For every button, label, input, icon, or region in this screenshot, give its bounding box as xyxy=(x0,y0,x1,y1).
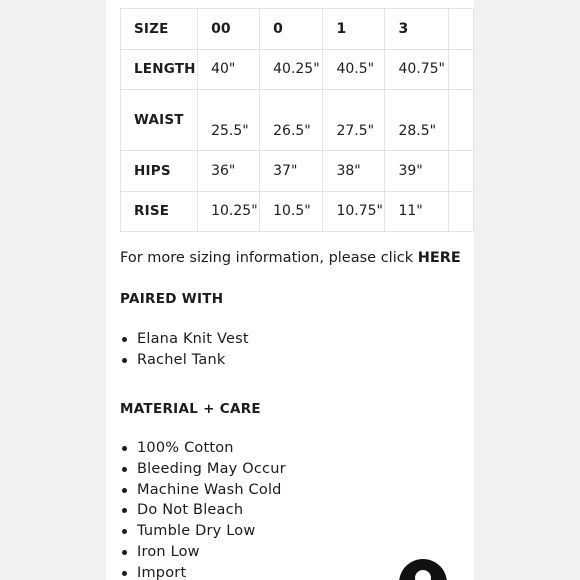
list-item: Machine Wash Cold xyxy=(122,480,286,501)
list-item: Do Not Bleach xyxy=(122,500,286,521)
list-item[interactable]: Rachel Tank xyxy=(122,350,249,371)
sizing-here-link[interactable]: HERE xyxy=(417,250,461,266)
table-cell: 10.25" xyxy=(198,191,260,232)
material-care-heading: MATERIAL + CARE xyxy=(120,401,261,417)
size-chart-table xyxy=(120,8,474,232)
table-cell: 39" xyxy=(385,151,448,192)
table-cell xyxy=(448,90,473,151)
material-care-list xyxy=(122,438,286,580)
row-header: RISE xyxy=(121,191,198,232)
table-cell: 26.5" xyxy=(260,90,323,151)
table-cell: 0 xyxy=(260,9,323,50)
list-item: Import xyxy=(122,563,286,580)
table-cell: 10.75" xyxy=(323,191,385,232)
product-details-panel xyxy=(106,0,474,580)
table-row xyxy=(121,151,474,192)
row-header: HIPS xyxy=(121,151,198,192)
sizing-info-text xyxy=(120,250,461,266)
table-cell: 40" xyxy=(198,49,260,90)
list-item: Bleeding May Occur xyxy=(122,459,286,480)
table-cell: 28.5" xyxy=(385,90,448,151)
table-cell: 11" xyxy=(385,191,448,232)
sizing-info-label: For more sizing information, please click xyxy=(120,250,418,266)
table-cell: 3 xyxy=(385,9,448,50)
chat-bubble-inner xyxy=(415,570,431,580)
list-item: 100% Cotton xyxy=(122,438,286,459)
list-item[interactable]: Elana Knit Vest xyxy=(122,329,249,350)
paired-with-heading: PAIRED WITH xyxy=(120,291,224,307)
row-header: WAIST xyxy=(121,90,198,151)
table-cell: 25.5" xyxy=(198,90,260,151)
table-cell: 40.25" xyxy=(260,49,323,90)
table-cell: 40.5" xyxy=(323,49,385,90)
table-cell: 40.75" xyxy=(385,49,448,90)
table-cell: 38" xyxy=(323,151,385,192)
table-cell: 1 xyxy=(323,9,385,50)
table-cell xyxy=(448,9,473,50)
list-item: Iron Low xyxy=(122,542,286,563)
table-row xyxy=(121,49,474,90)
table-row xyxy=(121,191,474,232)
table-cell: 00 xyxy=(198,9,260,50)
table-cell: 27.5" xyxy=(323,90,385,151)
table-cell xyxy=(448,191,473,232)
table-cell: 37" xyxy=(260,151,323,192)
table-cell: 10.5" xyxy=(260,191,323,232)
row-header: LENGTH xyxy=(121,49,198,90)
paired-with-list xyxy=(122,329,249,371)
table-cell: 36" xyxy=(198,151,260,192)
row-header: SIZE xyxy=(121,9,198,50)
table-row xyxy=(121,90,474,151)
table-row xyxy=(121,9,474,50)
table-cell xyxy=(448,151,473,192)
list-item: Tumble Dry Low xyxy=(122,521,286,542)
table-cell xyxy=(448,49,473,90)
